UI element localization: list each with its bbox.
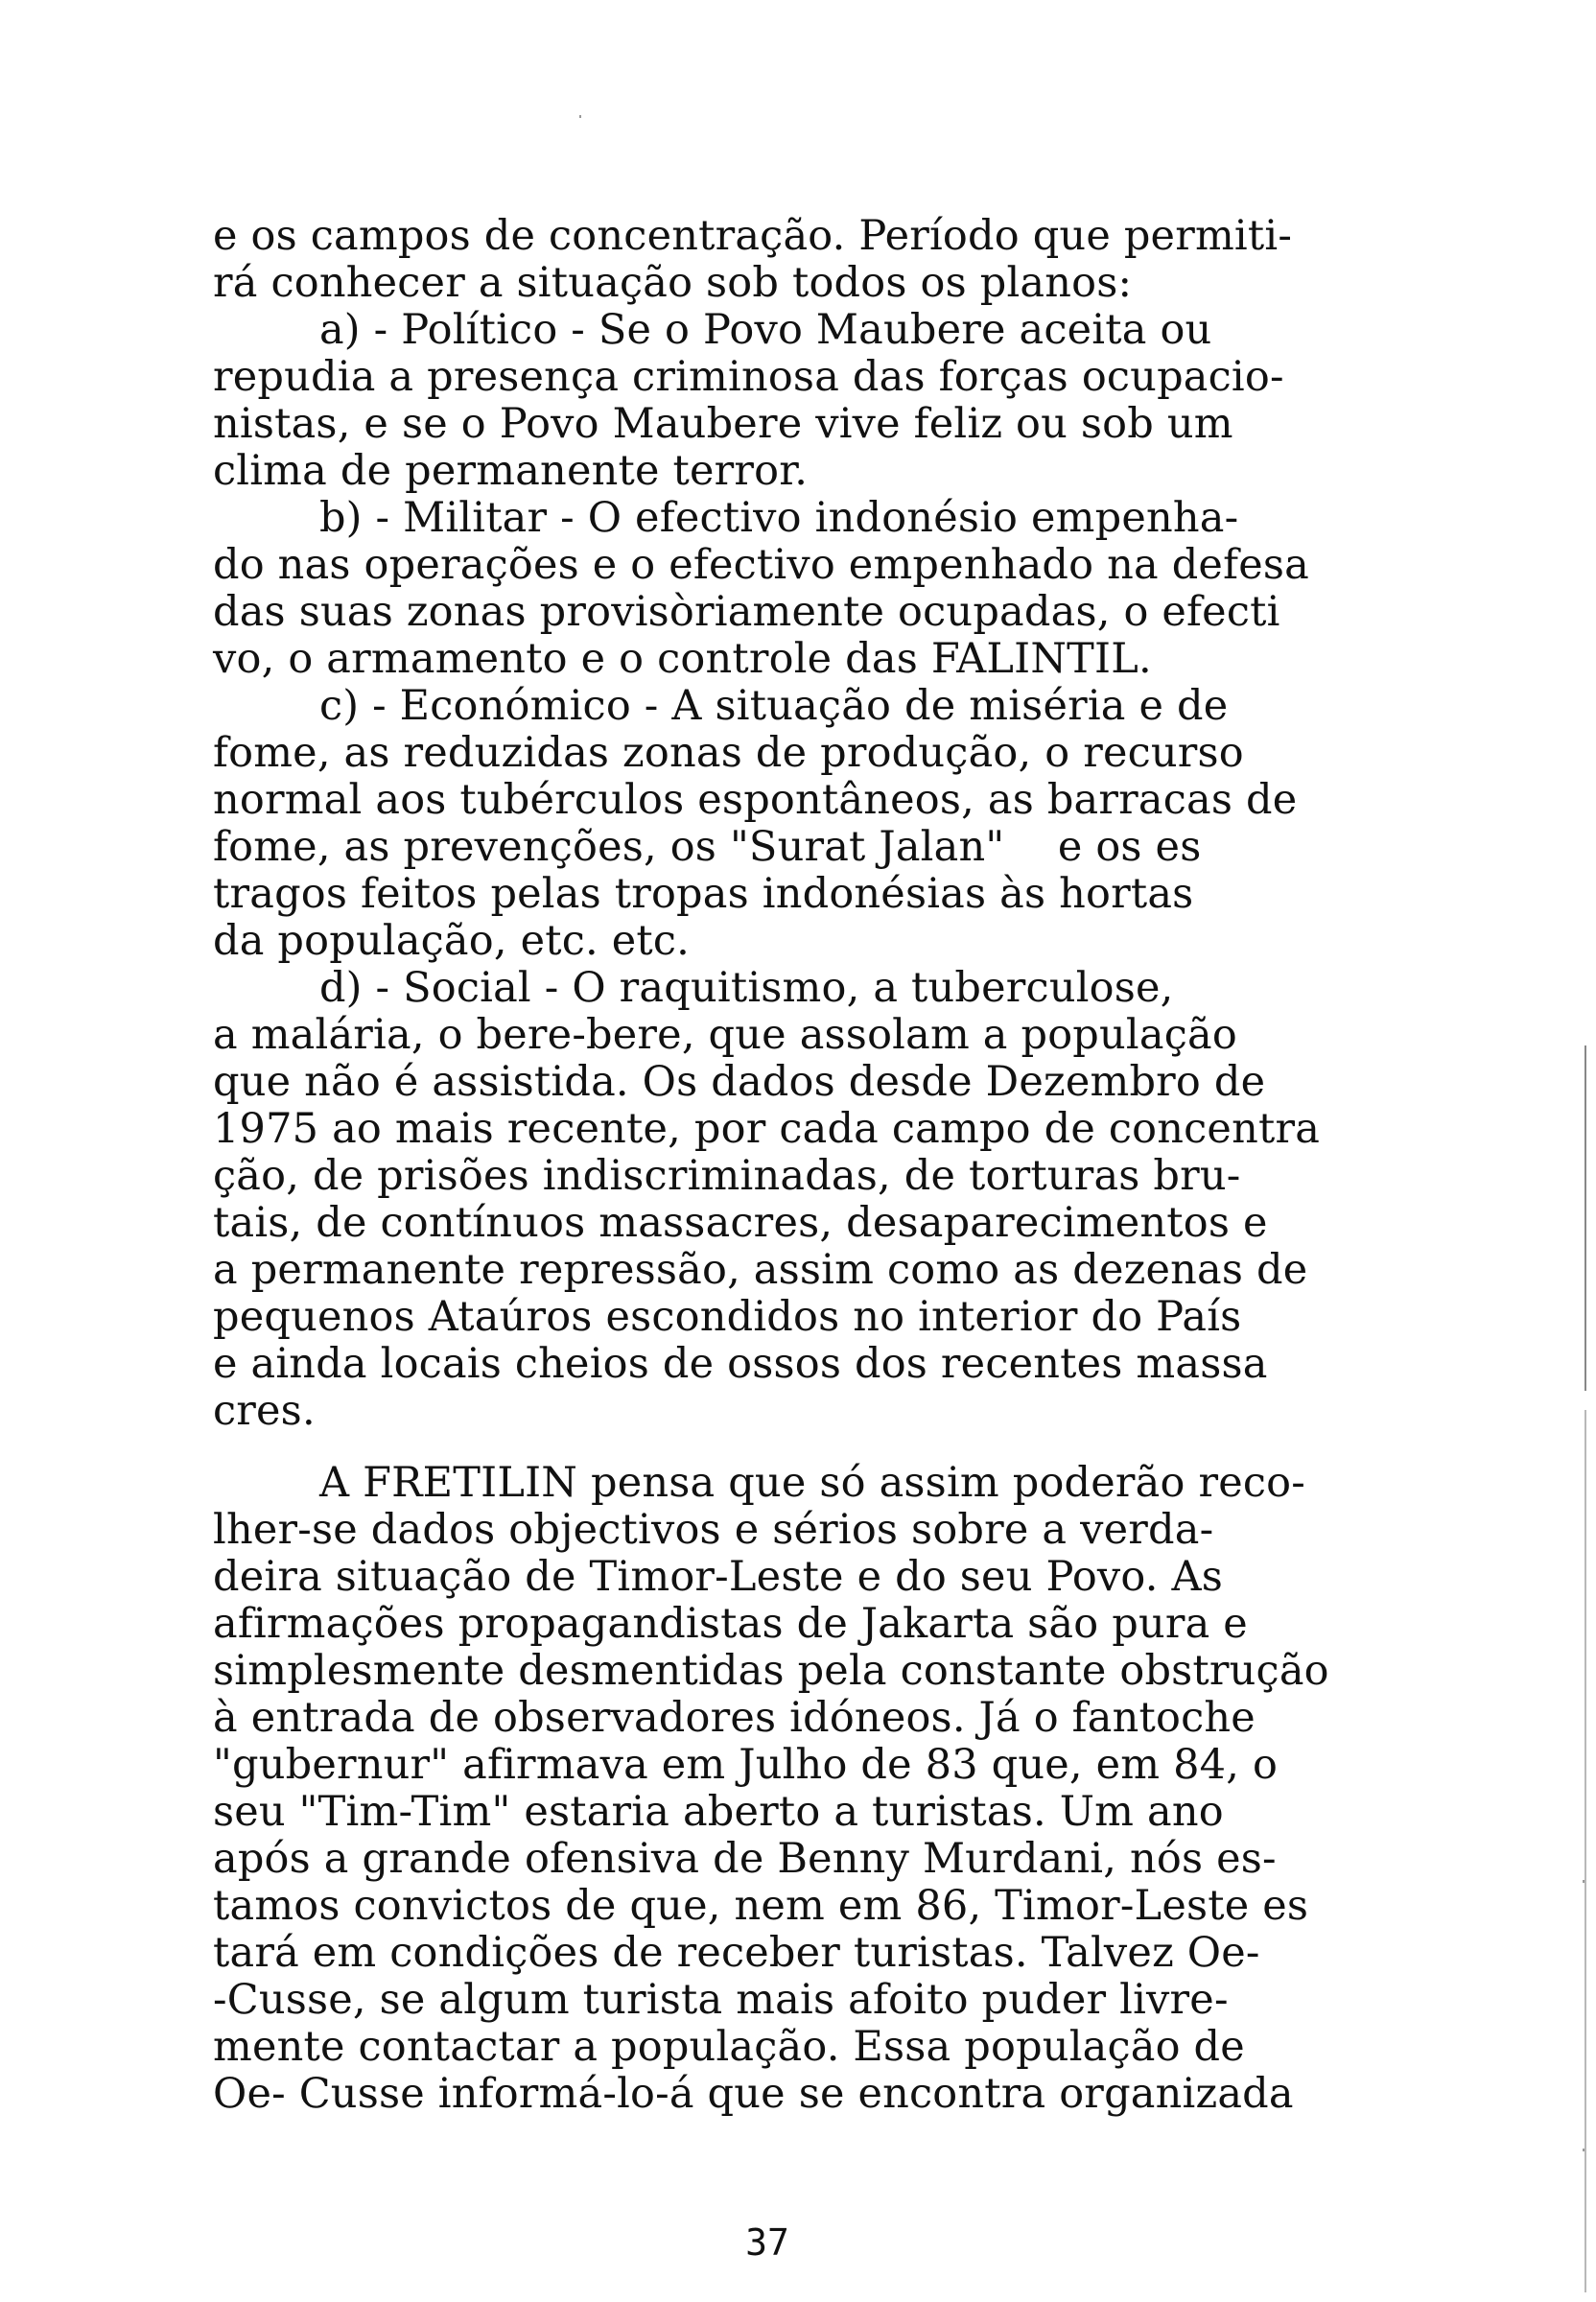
text-line: após a grande ofensiva de Benny Murdani, nós es- <box>213 1835 1277 1883</box>
text-line: vo, o armamento e o controle das FALINTIL. <box>213 635 1152 683</box>
text-line: tragos feitos pelas tropas indonésias às hortas <box>213 870 1194 918</box>
text-line: das suas zonas provisòriamente ocupadas, o efecti <box>213 588 1280 636</box>
text-line: da população, etc. etc. <box>213 917 691 965</box>
text-line: -Cusse, se algum turista mais afoito puder livre- <box>213 1976 1229 2024</box>
text-line: b) - Militar - O efectivo indonésio empenha- <box>213 494 1239 542</box>
text-line: à entrada de observadores idóneos. Já o fantoche <box>213 1694 1256 1742</box>
text-line: normal aos tubérculos espontâneos, as barracas de <box>213 776 1298 824</box>
scan-speck <box>579 115 581 118</box>
text-line: fome, as reduzidas zonas de produção, o recurso <box>213 729 1244 777</box>
text-line: e os campos de concentração. Período que permiti- <box>213 212 1293 260</box>
text-line: nistas, e se o Povo Maubere vive feliz ou sob um <box>213 400 1233 448</box>
text-line: e ainda locais cheios de ossos dos recentes massa <box>213 1340 1268 1388</box>
paragraph-2 <box>213 1460 1393 2118</box>
text-line: repudia a presença criminosa das forças ocupacio- <box>213 353 1284 401</box>
text-line: simplesmente desmentidas pela constante obstrução <box>213 1647 1329 1695</box>
text-line: a permanente repressão, assim como as dezenas de <box>213 1246 1308 1294</box>
scan-edge-line <box>1584 1410 1586 2292</box>
text-line: mente contactar a população. Essa população de <box>213 2023 1245 2071</box>
text-line: seu "Tim-Tim" estaria aberto a turistas. Um ano <box>213 1788 1224 1836</box>
scan-edge-line <box>1584 1045 1586 1391</box>
text-line: a malária, o bere-bere, que assolam a população <box>213 1011 1237 1059</box>
text-line: Oe- Cusse informá-lo-á que se encontra organizada <box>213 2070 1294 2118</box>
text-line: a) - Político - Se o Povo Maubere aceita ou <box>213 306 1212 354</box>
text-line: que não é assistida. Os dados desde Dezembro de <box>213 1058 1266 1106</box>
text-line: lher-se dados objectivos e sérios sobre a verda- <box>213 1506 1214 1554</box>
text-line: d) - Social - O raquitismo, a tuberculose, <box>213 964 1174 1012</box>
text-line: fome, as prevenções, os "Surat Jalan" e os es <box>213 823 1202 871</box>
page-number: 37 <box>745 2221 789 2264</box>
text-line: pequenos Ataúros escondidos no interior do País <box>213 1293 1242 1341</box>
text-line: tamos convictos de que, nem em 86, Timor-Leste es <box>213 1882 1309 1930</box>
text-line: "gubernur" afirmava em Julho de 83 que, em 84, o <box>213 1741 1279 1789</box>
text-line: ção, de prisões indiscriminadas, de torturas bru- <box>213 1152 1241 1200</box>
paragraph-1 <box>213 213 1393 1435</box>
text-line: clima de permanente terror. <box>213 447 809 495</box>
text-line: do nas operações e o efectivo empenhado na defesa <box>213 541 1309 589</box>
text-line: tará em condições de receber turistas. Talvez Oe- <box>213 1929 1260 1977</box>
text-line: A FRETILIN pensa que só assim poderão reco- <box>213 1459 1305 1507</box>
text-line: afirmações propagandistas de Jakarta são pura e <box>213 1600 1248 1648</box>
text-line: rá conhecer a situação sob todos os planos: <box>213 259 1133 307</box>
text-line: tais, de contínuos massacres, desaparecimentos e <box>213 1199 1268 1247</box>
text-line: deira situação de Timor-Leste e do seu Povo. As <box>213 1553 1224 1601</box>
text-line: c) - Económico - A situação de miséria e de <box>213 682 1229 730</box>
text-line: cres. <box>213 1387 316 1435</box>
scan-speck <box>1583 1880 1584 1883</box>
text-line: 1975 ao mais recente, por cada campo de concentra <box>213 1105 1321 1153</box>
scan-speck <box>1583 2149 1584 2151</box>
